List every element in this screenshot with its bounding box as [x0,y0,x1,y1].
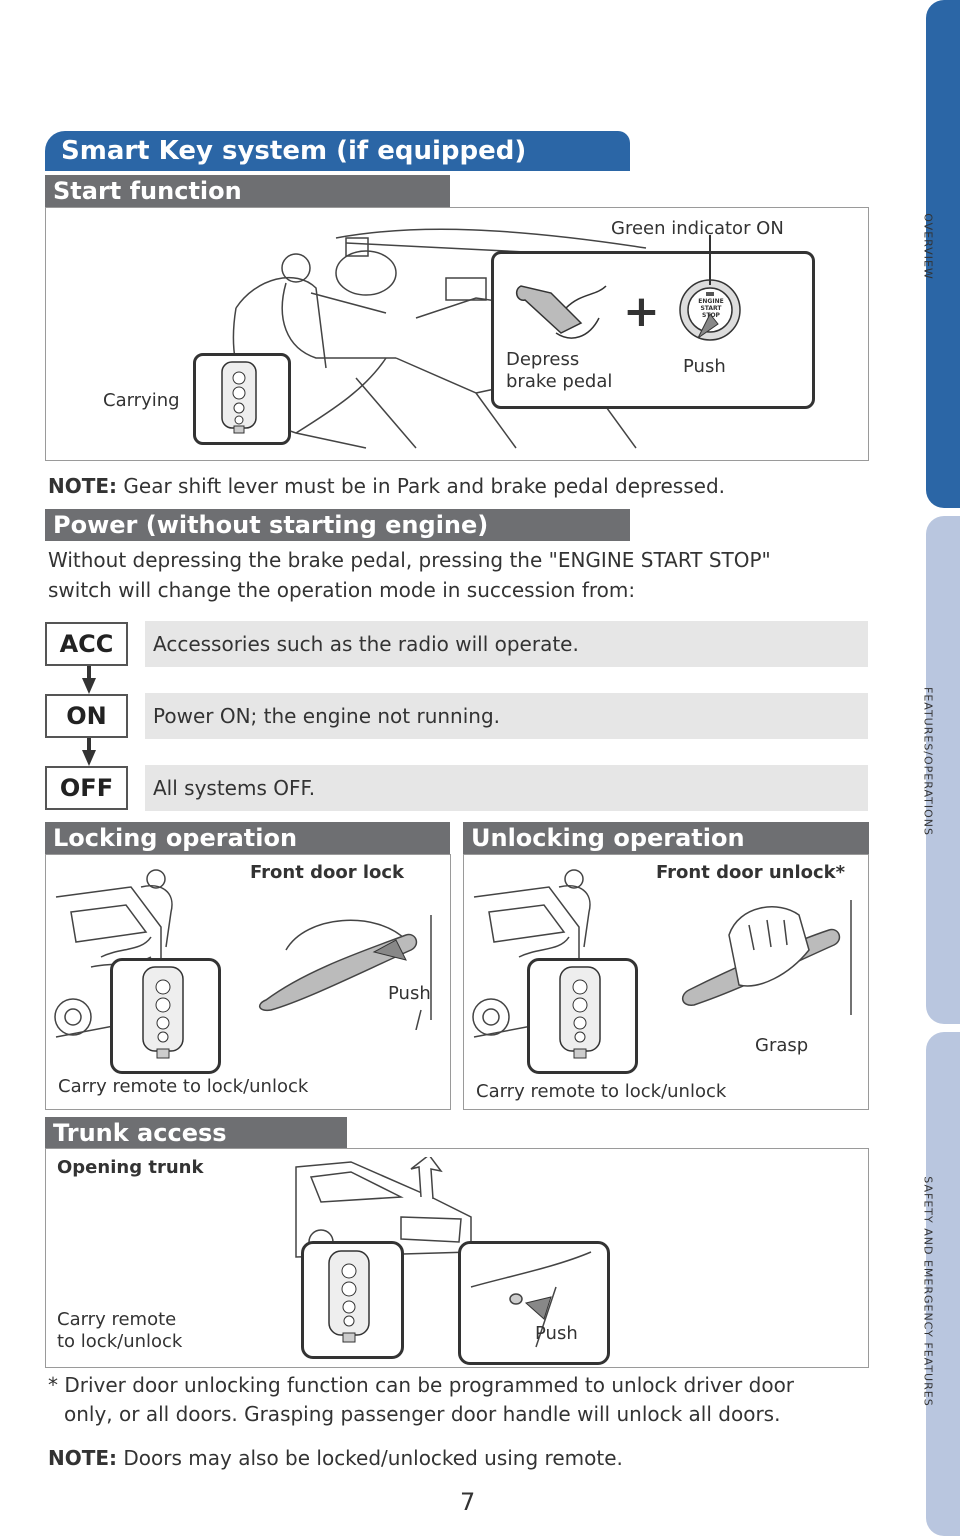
section-heading-unlocking: Unlocking operation [463,822,869,854]
indicator-leader-line [709,235,711,285]
note-gear-shift [48,472,725,500]
mode-arrow-2 [82,750,96,766]
mode-desc-on: Power ON; the engine not running. [145,693,868,739]
side-label-features: FEATURES/OPERATIONS [921,687,935,836]
plus-icon: + [623,286,660,337]
mode-desc-off: All systems OFF. [145,765,868,811]
side-label-safety: SAFETY AND EMERGENCY FEATURES [921,1176,935,1407]
section-heading-locking: Locking operation [45,822,450,854]
page-title: Smart Key system (if equipped) [61,136,527,166]
mode-tag-on: ON [45,694,128,738]
smart-key-icon-lock [139,965,187,1061]
push-label-start: Push [683,356,726,377]
note-label: NOTE: [48,474,118,498]
carry-remote-unlock: Carry remote to lock/unlock [476,1081,727,1102]
section-heading-start: Start function [45,175,450,207]
power-intro-line1: Without depressing the brake pedal, pressing the "ENGINE START STOP" [48,548,771,572]
side-label-overview: OVERVIEW [921,213,935,280]
front-door-lock-title: Front door lock [250,862,405,883]
smart-key-icon [218,360,260,435]
note2-text: Doors may also be locked/unlocked using remote. [123,1446,623,1470]
trunk-figure [45,1148,869,1368]
depress-label-line2: brake pedal [506,371,613,392]
section-heading-trunk: Trunk access [45,1117,347,1149]
locking-figure [45,854,451,1110]
brake-pedal-icon [511,278,611,348]
mode-desc-acc: Accessories such as the radio will operate. [145,621,868,667]
hand-grasp-handle-illustration [679,895,859,1025]
note-text: Gear shift lever must be in Park and brake pedal depressed. [123,474,726,498]
depress-label-line1: Depress [506,349,580,370]
smart-key-icon-unlock [556,965,604,1061]
green-indicator-label: Green indicator ON [611,218,784,239]
switch-text-line1: ENGINE [698,298,724,305]
mode-arrow-1 [82,678,96,694]
footnote-line1: * Driver door unlocking function can be programmed to unlock driver door [48,1373,795,1397]
push-label-trunk: Push [535,1323,578,1344]
front-door-unlock-title: Front door unlock* [656,862,846,883]
switch-text-line3: STOP [702,312,720,319]
note-remote [48,1444,623,1472]
page-number: 7 [460,1488,476,1516]
carry-remote-trunk-line1: Carry remote [57,1309,177,1330]
footnote-line2: only, or all doors. Grasping passenger door handle will unlock all doors. [64,1402,781,1426]
power-intro-line2: switch will change the operation mode in succession from: [48,578,636,602]
section-heading-power: Power (without starting engine) [45,509,630,541]
switch-text-line2: START [700,305,722,312]
start-function-figure [45,207,869,461]
mode-tag-off: OFF [45,766,128,810]
switch-text [696,298,726,319]
mode-tag-acc: ACC [45,622,128,666]
grasp-label: Grasp [755,1035,809,1056]
carry-remote-trunk-line2: to lock/unlock [57,1331,183,1352]
unlocking-figure [463,854,869,1110]
carrying-label: Carrying [103,390,180,411]
opening-trunk-title: Opening trunk [57,1157,204,1178]
carry-remote-lock: Carry remote to lock/unlock [58,1076,309,1097]
push-label-lock: Push [388,983,431,1004]
door-handle-lock-illustration [246,910,446,1030]
note2-label: NOTE: [48,1446,118,1470]
smart-key-icon-trunk [326,1249,372,1345]
page-title-banner [45,131,630,171]
